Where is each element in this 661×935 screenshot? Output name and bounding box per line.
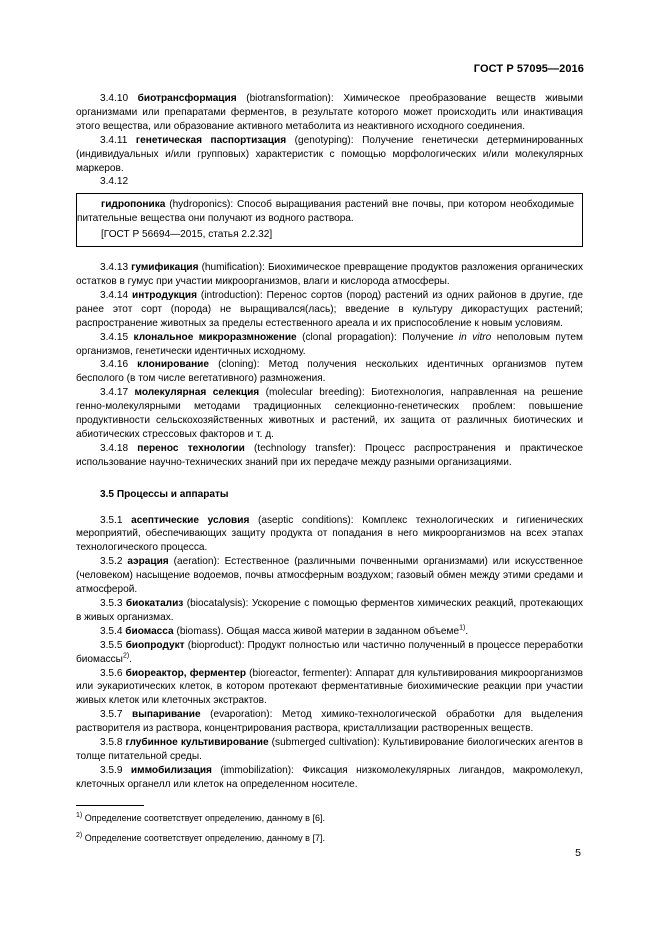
footnote-divider — [76, 805, 144, 806]
footnotes — [76, 812, 583, 852]
term-name: биотрансформация — [137, 93, 237, 104]
term-entry — [76, 597, 583, 625]
footnote-ref: 1) — [459, 624, 466, 632]
term-english: (biocatalysis): — [186, 598, 249, 609]
term-entry — [76, 358, 583, 386]
term-definition: Биохимическое превращение продуктов разложения органических остатков в гумус при участии микроорганизмов, влаги и кислорода атмосферы. — [76, 262, 583, 287]
term-entry — [76, 708, 583, 736]
footnote-ref: 2) — [122, 652, 130, 660]
term-definition: Биотехнология, направленная на решение генно-молекулярными методами традиционных селекционно-генетических проблем: повышение продуктивности сельскохозяйственных животных и растений, их защита от различных биотических и абиотических стрессовых факторов и т. д. — [76, 387, 583, 440]
term-definition-tail: . — [465, 625, 469, 637]
term-definition: Комплекс технологических и гигиенических мероприятий, обеспечивающих защиту продукта от попадания в него микроорганизмов на всех этапах технологического процесса. — [76, 514, 584, 554]
term-name: биокатализ — [125, 598, 184, 609]
term-english: (biomass). — [176, 625, 224, 637]
term-definition: Продукт полностью или частично полученный в процессе переработки биомассы — [76, 639, 583, 665]
term-number: 3.4.17 — [100, 387, 129, 399]
term-definition-cont: неполовым путем организмов, генетически идентичных исходному. — [76, 331, 583, 357]
term-name: клональное микроразмножение — [133, 331, 297, 343]
term-definition: Перенос сортов (пород) растений из одних районов в другие, где ранее этот сорт (порода) не выращивался(лась); введение в культуру дикорастущих растений; распространение животных за пределы естественного ареала и их приспособление к новым условиям. — [76, 289, 583, 329]
term-english: (aseptic conditions): — [257, 514, 354, 526]
term-entry — [76, 555, 583, 597]
term-definition: Фиксация низкомолекулярных лигандов, макромолекул, клеточных органелл или клеток на определенном носителе. — [76, 764, 583, 790]
term-name: выпаривание — [132, 709, 201, 721]
term-name: глубинное культивирование — [125, 737, 269, 749]
term-number: 3.5.4 — [100, 625, 123, 637]
footnote-mark: 1) — [76, 812, 83, 819]
term-definition-tail: . — [129, 653, 132, 665]
term-definition: Способ выращивания растений вне почвы, при котором необходимые питательные вещества они получают из водного раствора. — [77, 199, 575, 225]
term-number: 3.5.3 — [100, 598, 123, 609]
term-name: биопродукт — [125, 639, 185, 651]
term-name: гидропоника — [101, 199, 166, 211]
term-number: 3.5.8 — [100, 737, 123, 749]
term-entry — [76, 639, 583, 667]
term-name: аэрация — [127, 556, 169, 568]
section-title: 3.5 Процессы и аппараты — [100, 488, 229, 500]
term-name: асептические условия — [131, 514, 250, 526]
footnote-text: Определение соответствует определению, данному в [6]. — [84, 813, 325, 823]
term-number: 3.5.5 — [100, 639, 123, 651]
term-entry — [77, 198, 574, 226]
term-definition: Химическое преобразование веществ живыми организмами или препаратами ферментов, в результате которого может происходить или инактивация этого вещества, или образование активного метаболита из неактивного исходного соединения. — [76, 93, 583, 132]
term-number: 3.4.10 — [100, 93, 129, 104]
term-number: 3.5.2 — [100, 556, 123, 568]
term-entry — [76, 386, 583, 442]
term-english: (cloning): — [218, 359, 260, 371]
term-number: 3.5.1 — [100, 514, 123, 526]
term-name: молекулярная селекция — [134, 387, 260, 399]
term-entry — [76, 442, 583, 470]
term-english: (introduction): — [200, 289, 263, 301]
term-definition: Аппарат для культивирования микроорганизмов или эукариотических клеток, в котором протекают ферментативные биохимические реакции при участии живых клеток или клеточных экстрактов. — [76, 667, 583, 707]
term-number: 3.4.13 — [100, 262, 129, 274]
term-definition: Естественное (различными почвенными организмами) или искусственное (человеком) насыщение водоемов, почвы атмосферным воздухом; газовый обмен между этими средами и атмосферой. — [76, 556, 583, 596]
term-name: иммобилизация — [130, 764, 212, 776]
term-entry — [76, 736, 583, 764]
term-definition: Получение — [402, 331, 454, 343]
term-entry — [76, 514, 583, 556]
quoted-definition-box — [76, 193, 583, 247]
term-definition: Получение генетически детерминированных (индивидуальных и/или групповых) характеристик с помощью морфологических и/или молекулярных маркеров. — [76, 134, 583, 174]
term-number: 3.4.14 — [100, 289, 129, 301]
term-english: (submerged cultivation): — [271, 737, 380, 749]
term-definition: Метод химико-технологической обработки для выделения растворителя из раствора, концентрирования раствора, кристаллизации растворенных веществ. — [76, 709, 583, 735]
term-english: (immobilization): — [220, 764, 294, 776]
term-english: (biotransformation): — [246, 93, 334, 104]
term-definition: Метод получения нескольких идентичных организмов путем бесполого (в том числе вегетативного) размножения. — [76, 359, 583, 385]
term-number: 3.4.11 — [100, 134, 128, 146]
term-name: биомасса — [125, 625, 174, 637]
term-number: 3.4.15 — [100, 331, 129, 343]
standard-header: ГОСТ Р 57095—2016 — [473, 63, 584, 75]
term-definition: Общая масса живой материи в заданном объеме — [226, 625, 460, 637]
term-entry — [76, 289, 583, 331]
term-name: гумификация — [131, 262, 199, 274]
term-entry — [76, 134, 583, 176]
term-definition: Культивирование биологических агентов в толще питательной среды. — [76, 737, 583, 762]
term-english: (bioreactor, fermenter): — [249, 667, 353, 679]
term-english: (technology transfer): — [254, 442, 356, 454]
term-name: биореактор, ферментер — [125, 667, 247, 679]
term-entry — [76, 261, 583, 289]
term-number-standalone: 3.4.12 — [100, 176, 129, 188]
footnote — [76, 832, 583, 845]
term-number: 3.5.9 — [100, 764, 123, 776]
term-english: (clonal propagation): — [302, 331, 397, 343]
term-entry — [76, 625, 583, 639]
term-entry — [76, 667, 583, 709]
term-english: (hydroponics): — [169, 199, 234, 211]
term-number: 3.5.7 — [100, 709, 123, 721]
term-number: 3.5.6 — [100, 667, 123, 679]
term-entry — [76, 764, 583, 792]
term-english: (genotyping): — [294, 134, 354, 146]
term-entry — [76, 92, 583, 134]
term-name: генетическая паспортизация — [135, 134, 287, 146]
main-content — [76, 92, 583, 792]
footnote-text: Определение соответствует определению, данному в [7]. — [84, 833, 325, 843]
term-english: (humification): — [201, 262, 265, 274]
term-name: перенос технологии — [137, 442, 245, 454]
term-english: (evaporation): — [210, 709, 273, 721]
page-number: 5 — [575, 847, 581, 859]
term-english: (bioproduct): — [187, 639, 245, 651]
term-number: 3.4.16 — [100, 359, 129, 371]
term-name: клонирование — [137, 359, 209, 371]
term-definition-italic: in vitro — [458, 331, 492, 343]
footnote — [76, 812, 583, 825]
term-entry — [76, 331, 583, 359]
term-name: интродукция — [132, 289, 197, 301]
term-english: (aeration): — [173, 556, 220, 568]
term-english: (molecular breeding): — [265, 387, 365, 399]
footnote-mark: 2) — [76, 832, 83, 839]
term-definition: Ускорение с помощью ферментов химических реакций, протекающих в живых организмах. — [76, 598, 583, 623]
term-number: 3.4.18 — [100, 442, 129, 454]
source-reference: [ГОСТ Р 56694—2015, статья 2.2.32] — [101, 229, 273, 241]
term-definition: Процесс распространения и практическое использование научно-технических знаний при их передаче между разными организациями. — [76, 442, 583, 468]
